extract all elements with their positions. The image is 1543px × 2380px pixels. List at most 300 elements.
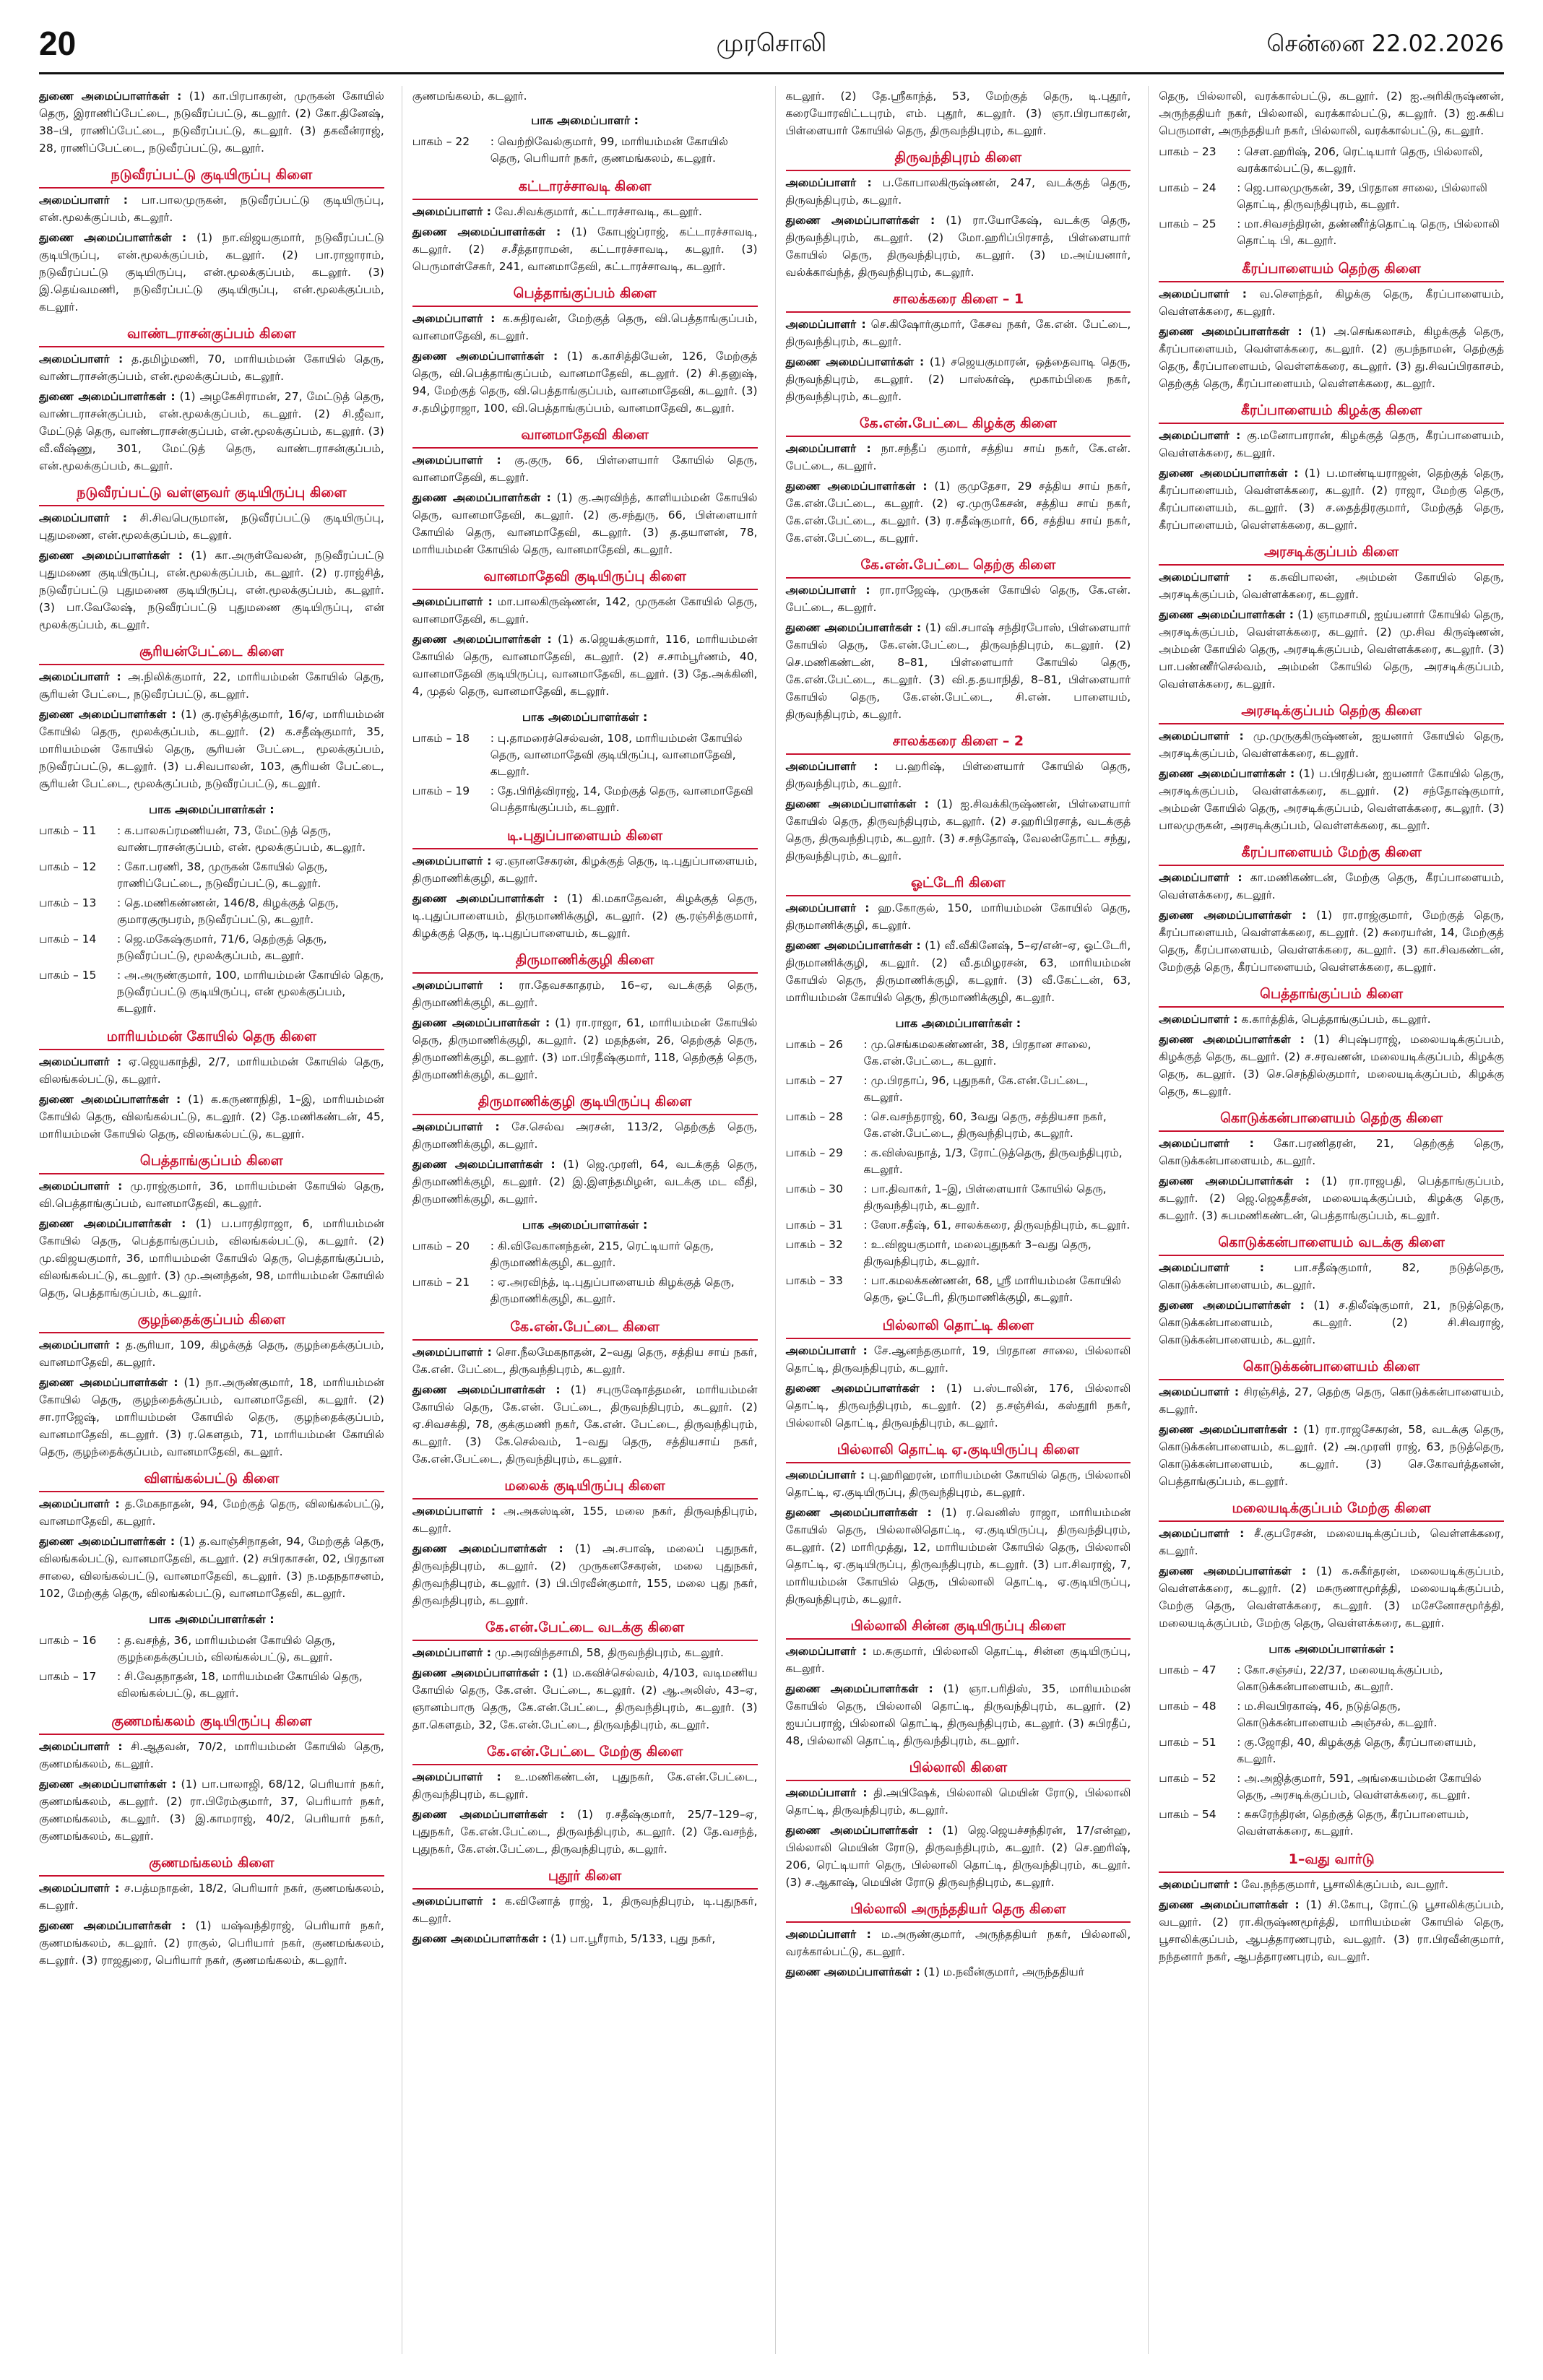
role-label: அமைப்பாளர் : (412, 595, 493, 608)
continued-text: கடலூர். (2) தே.ஸ்ரீகாந்த், 53, மேற்குத் தெரு, டி.புதூர், கரையோரவிட்டபுரம், எம். புதூர், கடலூர். (3) ஞா.பிரபாகரன், பிள்ளையார் கோயில் தெரு, திருவந்திபுரம், கடலூர். (785, 90, 1131, 137)
section-subheading: பாக அமைப்பாளர்கள் : (1268, 1642, 1394, 1656)
continued-text: குணமங்கலம், கடலூர். (412, 90, 527, 103)
booth-row (786, 1271, 1131, 1307)
branch-heading: பெத்தாங்குப்பம் கிளை (412, 284, 758, 307)
booth-number: பாகம் – 48 (1159, 1700, 1216, 1713)
booth-number: பாகம் – 16 (39, 1634, 97, 1647)
member-entry (412, 1540, 758, 1609)
booth-details: : அ.அருண்குமார், 100, மாரியம்மன் கோயில் தெரு, நடுவீரப்பட்டு குடியிருப்பு, என் மூலக்குப்பம், கடலூர். (117, 969, 384, 1015)
booth-row (39, 1667, 384, 1703)
branch-section (412, 567, 758, 700)
role-label: துணை அமைப்பாளர்கள் : (39, 1919, 186, 1932)
member-details: மா.பாலகிருஷ்ணன், 142, முருகன் கோயில் தெரு, வானமாதேவி, கடலூர். (412, 595, 758, 626)
member-entry (412, 310, 758, 345)
member-entry (412, 1156, 758, 1208)
member-entry (39, 668, 384, 703)
role-label: அமைப்பாளர் : (1159, 1878, 1238, 1891)
section-subheading: பாக அமைப்பாளர்கள் : (149, 802, 275, 816)
member-details: (1) அ.செங்கலாசம், கிழக்குத் தெரு, கீரப்பாளையம், வெள்ளக்கரை, கடலூர். (2) குபந்நாமன், தெற்குத் தெரு, கீரப்பாளையம், வெள்ளக்கரை, கடலூர். (3) து.சிவப்பிரகாசம், தெற்குத் தெரு, கீரப்பாளையம், வெள்ளக்கரை, கடலூர். (1159, 325, 1504, 390)
role-label: அமைப்பாளர் : (785, 176, 872, 189)
member-details: த.மேகநாதன், 94, மேற்குத் தெரு, விலங்கல்பட்டு, வானமாதேவி, கடலூர். (39, 1497, 384, 1528)
role-label: அமைப்பாளர் : (39, 1055, 122, 1068)
section-subheading: பாக அமைப்பாளர் : (531, 113, 639, 127)
member-entry (412, 223, 758, 275)
masthead (39, 22, 1504, 74)
member-details: கோ.பரணிதரன், 21, தெற்குத் தெரு, கொடுக்கன்பாளையம், கடலூர். (1159, 1137, 1504, 1167)
role-label: அமைப்பாளர் : (1159, 1385, 1240, 1398)
role-label: அமைப்பாளர் : (39, 1740, 123, 1753)
booth-number: பாகம் – 30 (785, 1182, 843, 1195)
member-details: (1) ப.பாரதிராஜா, 6, மாரியம்மன் கோயில் தெரு, பெத்தாங்குப்பம், விலங்கல்பட்டு, கடலூர். (2) மு.விஜயகுமார், 36, மாரியம்மன் கோயில் தெரு, பெத்தாங்குப்பம், விலங்கல்பட்டு, கடலூர். (3) மு.அனந்தன், 98, மாரியம்மன் கோயில் தெரு, பெத்தாங்குப்பம், கடலூர். (39, 1217, 384, 1299)
booth-row (786, 1180, 1131, 1216)
continued-text: தெரு, பில்லாலி, வரக்கால்பட்டு, கடலூர். (2) ஐ.அரிகிருஷ்ணன், அருந்ததியர் நகர், பில்லாலி, வரக்கால்பட்டு, கடலூர். (3) ஐ.சுகிப பெருமாள், அருந்ததியர் நகர், பில்லாலி, வரக்கால்பட்டு, கடலூர். (1159, 90, 1504, 137)
booth-row (1159, 1661, 1504, 1697)
branch-heading: மாரியம்மன் கோயில் தெரு கிளை (39, 1027, 384, 1050)
booth-row (1159, 1697, 1504, 1733)
booth-number: பாகம் – 52 (1159, 1772, 1216, 1785)
member-entry (786, 477, 1131, 547)
role-label: அமைப்பாளர் : (1159, 429, 1241, 442)
branch-section (1159, 1109, 1504, 1224)
booth-details: : செள.ஹரிஷ், 206, ரெட்டியார் தெரு, பில்லாலி, வரக்கால்பட்டு, கடலூர். (1237, 145, 1483, 175)
branch-heading: கொடுக்கன்பாளையம் கிளை (1159, 1357, 1504, 1380)
role-label: துணை அமைப்பாளர்கள் : (39, 390, 176, 403)
member-entry (786, 212, 1131, 281)
branch-section (1159, 1357, 1504, 1490)
member-entry (786, 1504, 1131, 1608)
booth-number: பாகம் – 54 (1159, 1808, 1216, 1821)
member-entry (412, 1381, 758, 1468)
booth-number: பாகம் – 29 (785, 1146, 843, 1159)
branch-section (39, 1469, 384, 1602)
branch-section (39, 1151, 384, 1302)
member-entry (412, 451, 758, 486)
role-label: அமைப்பாளர் : (1159, 1261, 1264, 1274)
member-details: ம.அருண்குமார், அருந்ததியர் நகர், பில்லாலி, வரக்கால்பட்டு, கடலூர். (785, 1928, 1131, 1958)
branch-section (39, 1310, 384, 1461)
member-entry (39, 350, 384, 385)
member-entry (412, 890, 758, 942)
member-details: ஹ.கோகுல், 150, மாரியம்மன் கோயில் தெரு, திருமாணிக்குழி, கடலூர். (785, 901, 1131, 932)
member-entry (412, 1118, 758, 1153)
booth-row (412, 1237, 758, 1273)
role-label: அமைப்பாளர் : (412, 1346, 492, 1359)
role-label: துணை அமைப்பாளர்கள் : (785, 214, 935, 227)
member-entry (1159, 869, 1504, 904)
member-details: (1) க.சுகீர்தரன், மலையடிக்குப்பம், வெள்ளக்கரை, கடலூர். (2) மசுருணாமூர்த்தி, மலையடிக்குப்பம், மேற்கு தெரு, வெள்ளக்கரை, கடலூர். (3) மசேனோசமூர்த்தி, மலையடிக்குப்பம், மேற்கு தெரு, வெள்ளக்கரை, கடலூர். (1159, 1565, 1504, 1630)
booth-number: பாகம் – 27 (785, 1074, 843, 1087)
member-details: (1) கு.ரஞ்சித்குமார், 16/ஏ, மாரியம்மன் கோயில் தெரு, மூலக்குப்பம், கடலூர். (2) க.சதீஷ்குமார், 35, மாரியம்மன் கோயில் தெரு, சூரியன் பேட்டை, மூலக்குப்பம், நடுவீரப்பட்டு, கடலூர். (3) ப.சிவபாலன், 103, சூரியன் பேட்டை, சூரியன் பேட்டை, மூலக்குப்பம், நடுவீரப்பட்டு, கடலூர். (39, 708, 384, 790)
booth-details: : கு.ஜோதி, 40, கிழக்குத் தெரு, கீரப்பாளையம், கடலூர். (1237, 1736, 1477, 1765)
branch-section (786, 873, 1131, 1006)
branch-section (1159, 843, 1504, 976)
booth-details: : கோ.பரணி, 38, முருகன் கோயில் தெரு, ராணிப்பேட்டை, நடுவீரப்பட்டு, கடலூர். (117, 860, 328, 890)
member-entry (1159, 606, 1504, 693)
member-details: (1) அழகேசிராமன், 27, மேட்டுத் தெரு, வாண்டராசன்குப்பம், என்.மூலக்குப்பம், கடலூர். (2) சி.ஜீவா, மேட்டுத் தெரு, வாண்டராசன்குப்பம், என்.மூலக்குப்பம், கடலூர். (3) வீ.வீஷ்ணு, 301, மேட்டுத் தெரு, வாண்டராசன்குப்பம், என்.மூலக்குப்பம், கடலூர். (39, 390, 384, 472)
branch-heading: குணமங்கலம் கிளை (39, 1853, 384, 1877)
member-entry (786, 758, 1131, 792)
member-details: வே.நந்தகுமார், பூசாலிக்குப்பம், வடலூர். (1241, 1878, 1449, 1891)
member-details: (1) ப.பிரதிபன், ஐயனார் கோயில் தெரு, அரசடிக்குப்பம், வெள்ளக்கரை, கடலூர். (2) சந்தோஷ்குமார், அம்மன் கோயில் தெரு, அரசடிக்குப்பம், வெள்ளக்கரை, கடலூர். (3) பாலமுருகன், அரசடிக்குப்பம், வெள்ளக்கரை, கடலூர். (1159, 767, 1504, 832)
booth-number: பாகம் – 25 (1159, 217, 1216, 230)
role-label: அமைப்பாளர் : (412, 1505, 496, 1518)
branch-section (412, 1092, 758, 1208)
member-details: (1) ப.ஸ்டாலின், 176, பில்லாலி தொட்டி, திருவந்திபுரம், கடலூர். (2) த.சஞ்சிவ், கஸ்தூரி நகர், பில்லாலி தொட்டி, திருவந்திபுரம், கடலூர். (785, 1382, 1131, 1429)
member-entry (1159, 765, 1504, 834)
branch-section (39, 165, 384, 316)
role-label: துணை அமைப்பாளர்கள் : (412, 1808, 565, 1821)
booth-row (786, 1071, 1131, 1107)
member-details: அ.நிலிக்குமார், 22, மாரியம்மன் கோயில் தெரு, சூரியன் பேட்டை, நடுவீரப்பட்டு, கடலூர். (39, 670, 384, 701)
member-details: (1) பா.பூரீராம், 5/133, புது நகர், (550, 1932, 716, 1945)
member-entry (39, 1495, 384, 1530)
role-label: அமைப்பாளர் : (39, 1882, 120, 1895)
member-entry (786, 619, 1131, 723)
role-label: துணை அமைப்பாளர்கள் : (412, 1542, 563, 1555)
member-entry (1159, 1421, 1504, 1490)
booth-row (786, 1235, 1131, 1271)
member-entry (39, 547, 384, 633)
role-label: துணை அமைப்பாளர்கள் : (39, 231, 187, 244)
role-label: அமைப்பாளர் : (412, 1895, 496, 1908)
member-details: பா.சதீஷ்குமார், 82, நடுத்தெரு, கொடுக்கன்பாளையம், கடலூர். (1159, 1261, 1504, 1291)
role-label: அமைப்பாளர் : (39, 670, 121, 683)
branch-section (412, 425, 758, 558)
member-entry (39, 1917, 384, 1969)
booth-details: : க.பாலசுப்ரமணியன், 73, மேட்டுத் தெரு, வாண்டராசன்குப்பம், என். மூலக்குப்பம், கடலூர். (117, 824, 366, 854)
role-label: அமைப்பாளர் : (412, 979, 503, 992)
role-label: அமைப்பாளர் : (785, 1468, 865, 1481)
booth-table (412, 132, 758, 168)
member-details: (1) ஞா.பரிதிஸ், 35, மாரியம்மன் கோயில் தெரு, பில்லாலி தொட்டி, திருவந்திபுரம், கடலூர். (2) ஐயப்பராஜ், பில்லாலி தொட்டி, திருவந்திபுரம், கடலூர். (3) சுபிரதீப், 48, பில்லாலி தொட்டி, திருவந்திபுரம், கடலூர். (785, 1682, 1131, 1747)
booth-details: : பா.திவாகர், 1–இ, பிள்ளையார் கோயில் தெரு, திருவந்திபுரம், கடலூர். (863, 1182, 1107, 1212)
member-details: (1) கோபுஜ்ப்ராஜ், கட்டாரச்சாவடி, கடலூர். (2) ச.சீத்தாராமன், கட்டாரச்சாவடி, கடலூர். (3) பெருமாள்சேகர், 241, வானமாதேவி, கட்டாரச்சாவடி, கடலூர். (412, 225, 758, 273)
member-details: (1) கா.அருள்வேலன், நடுவீரப்பட்டு புதுமணை குடியிருப்பு, என்.மூலக்குப்பம், கடலூர். (2) ர.ராஜ்சித், நடுவீரப்பட்டு புதுமணை குடியிருப்பு, என்.மூலக்குப்பம், கடலூர். (3) பா.வேலேஷ், நடுவீரப்பட்டு புதுமணை குடியிருப்பு, என் மூலக்குப்பம், கடலூர். (39, 549, 384, 631)
role-label: துணை அமைப்பாளர்கள் : (785, 1824, 933, 1837)
booth-number: பாகம் – 23 (1159, 145, 1216, 158)
booth-row (1159, 142, 1504, 178)
booth-details: : ம.சிவபிரகாஷ், 46, நடுத்தெரு, கொடுக்கன்பாளையம் அஞ்சல், கடலூர். (1237, 1700, 1438, 1729)
booth-details: : உ.விஜயகுமார், மலைபுதுநகர் 3–வது தெரு, திருவந்திபுரம், கடலூர். (863, 1238, 1092, 1268)
branch-section (412, 1618, 758, 1734)
member-entry (412, 631, 758, 700)
branch-section (39, 324, 384, 475)
booth-number: பாகம் – 51 (1159, 1736, 1216, 1749)
member-entry (1159, 727, 1504, 762)
role-label: துணை அமைப்பாளர்கள் : (785, 797, 929, 810)
booth-details: : பா.கமலக்கண்ணன், 68, ஸ்ரீ மாரியம்மன் கோயில் தெரு, ஓட்டேரி, திருமாணிக்குழி, கடலூர். (863, 1274, 1121, 1304)
section-subheading: பாக அமைப்பாளர்கள் : (522, 710, 648, 724)
role-label: அமைப்பாளர் : (785, 584, 870, 597)
member-entry (1159, 1383, 1504, 1418)
member-details: மு.ராஜ்குமார், 36, மாரியம்மன் கோயில் தெரு, வி.பெத்தாங்குப்பம், வானமாதேவி, கடலூர். (39, 1180, 384, 1210)
booth-row (412, 729, 758, 782)
branch-heading: குழந்தைக்குப்பம் கிளை (39, 1310, 384, 1333)
branch-heading: டி.புதுப்பாளையம் கிளை (412, 826, 758, 849)
role-label: துணை அமைப்பாளர்கள் : (39, 708, 176, 721)
booth-table (39, 821, 384, 1018)
member-details: க.சுதிரவன், மேற்குத் தெரு, வி.பெத்தாங்குப்பம், வானமாதேவி, கடலூர். (412, 312, 758, 342)
member-entry (786, 1822, 1131, 1891)
member-details: சே.செல்வ அரசன், 113/2, தெற்குத் தெரு, திருமாணிக்குழி, கடலூர். (412, 1120, 758, 1151)
member-details: ஏ.ஞானசேகரன், கிழக்குத் தெரு, டி.புதுப்பாளையம், திருமாணிக்குழி, கடலூர். (412, 854, 758, 885)
member-entry (1159, 1011, 1504, 1028)
booth-number: பாகம் – 33 (785, 1274, 843, 1287)
member-details: சிரஞ்சித், 27, தெற்கு தெரு, கொடுக்கன்பாளையம், கடலூர். (1159, 1385, 1504, 1416)
role-label: அமைப்பாளர் : (1159, 1013, 1238, 1026)
booth-details: : தெ.மணிகண்ணன், 146/8, கிழக்குத் தெரு, குமாரகுருபரம், நடுவீரப்பட்டு, கடலூர். (117, 896, 339, 926)
member-details: (1) சஜெயகுமாரன், ஒத்தைவாடி தெரு, திருவந்திபுரம், கடலூர். (2) பாஸ்கர்ஷ், மூகாம்பிகை நகர், திருவந்திபுரம், கடலூர். (785, 355, 1131, 403)
member-entry (412, 852, 758, 887)
role-label: துணை அமைப்பாளர்கள் : (412, 491, 551, 504)
member-details: (1) அ.சபாஷ், மலைப் புதுநகர், திருவந்திபுரம், கடலூர். (2) முருகனசேகரன், மலை புதுநகர், திருவந்திபுரம், கடலூர். (3) பி.பிரவீன்குமார், 155, மலை புது நகர், திருவந்திபுரம், கடலூர். (412, 1542, 758, 1607)
column-1 (39, 86, 384, 2354)
booth-number: பாகம் – 12 (39, 860, 97, 873)
branch-section (786, 1316, 1131, 1432)
role-label: அமைப்பாளர் : (1159, 1137, 1254, 1150)
member-details: (1) ச.திலீஷ்குமார், 21, நடுத்தெரு, கொடுக்கன்பாளையம், கடலூர். (2) சி.சிவராஜ், கொடுக்கன்பாளையம், கடலூர். (1159, 1299, 1504, 1346)
role-label: துணை அமைப்பாளர்கள் : (39, 1535, 176, 1548)
member-entry (786, 316, 1131, 350)
booth-row (39, 857, 384, 893)
branch-section (412, 1742, 758, 1858)
page-number: 20 (39, 25, 77, 62)
booth-row (786, 1107, 1131, 1143)
role-label: துணை அமைப்பாளர்கள் : (1159, 608, 1294, 621)
member-details: (1) யஷ்வந்திராஜ், பெரியார் நகர், குணமங்கலம், கடலூர். (2) ராகுல், பெரியார் நகர், குணமங்கலம், கடலூர். (3) ராஜதுரை, பெரியார் நகர், குணமங்கலம், கடலூர். (39, 1919, 384, 1967)
member-details: த.சூரியா, 109, கிழக்குத் தெரு, குழந்தைக்குப்பம், வானமாதேவி, கடலூர். (39, 1338, 384, 1369)
role-label: அமைப்பாளர் : (412, 205, 491, 218)
dateline: சென்னை 22.02.2026 (1266, 30, 1504, 57)
branch-heading: கொடுக்கன்பாளையம் வடக்கு கிளை (1159, 1233, 1504, 1256)
role-label: துணை அமைப்பாளர்கள் : (412, 1932, 548, 1945)
branch-section (786, 1440, 1131, 1608)
booth-number: பாகம் – 15 (39, 969, 97, 982)
branch-heading: திருமாணிக்குழி கிளை (412, 951, 758, 974)
member-entry (39, 388, 384, 475)
member-details: சீ.குபரேசன், மலையடிக்குப்பம், வெள்ளக்கரை, கடலூர். (1159, 1527, 1504, 1557)
member-details: (1) நா.அருண்குமார், 18, மாரியம்மன் கோயில் தெரு, குழந்தைக்குப்பம், வானமாதேவி, கடலூர். (2) சா.ராஜேஷ், மாரியம்மன் கோயில் தெரு, குழந்தைக்குப்பம், வானமாதேவி, கடலூர். (3) ர.கௌதம், 71, மாரியம்மன் கோயில் தெரு, குழந்தைக்குப்பம், வானமாதேவி, கடலூர். (39, 1376, 384, 1458)
member-details: செ.கிஷோர்குமார், கேசவ நகர், கே.என். பேட்டை, திருவந்திபுரம், கடலூர். (785, 318, 1131, 348)
branch-section (1159, 1850, 1504, 1965)
branch-heading: பில்லாலி சின்ன குடியிருப்பு கிளை (786, 1617, 1131, 1640)
member-details: மு.முருகுகிருஷ்ணன், ஐயனார் கோயில் தெரு, அரசடிக்குப்பம், வெள்ளக்கரை, கடலூர். (1159, 730, 1504, 760)
role-label: துணை அமைப்பாளர்கள் : (39, 1093, 181, 1106)
branch-heading: திருவந்திபுரம் கிளை (786, 148, 1131, 171)
booth-number: பாகம் – 22 (412, 135, 470, 148)
branch-heading: பெத்தாங்குப்பம் கிளை (39, 1151, 384, 1174)
member-entry (786, 353, 1131, 405)
role-label: அமைப்பாளர் : (412, 454, 501, 467)
booth-row (1159, 215, 1504, 251)
member-details: (1) ஞாமசாமி, ஐய்யனார் கோயில் தெரு, அரசடிக்குப்பம், வெள்ளக்கரை, கடலூர். (2) மு.சிவ கிருஷ்ணன், அம்மன் கோயில் தெரு, அரசடிக்குப்பம், வெள்ளக்கரை, கடலூர். (3) பா.பண்ணீர்செல்வம், அம்மன் கோயில் தெரு, அரசடிக்குப்பம், வெள்ளக்கரை, கடலூர். (1159, 608, 1504, 691)
booth-row (39, 821, 384, 857)
member-details: கு.மனோபாரான், கிழக்குத் தெரு, கீரப்பாளையம், வெள்ளக்கரை, கடலூர். (1159, 429, 1504, 459)
role-label: துணை அமைப்பாளர்கள் : (39, 549, 183, 562)
member-details: சி.ஆதவன், 70/2, மாரியம்மன் கோயில் தெரு, குணமங்கலம், கடலூர். (39, 1740, 384, 1770)
booth-row (1159, 1769, 1504, 1805)
member-entry (1159, 568, 1504, 603)
member-details: (1) சி.கோபு, ரோட்டு பூசாலிக்குப்பம், வடலூர். (2) ரா.கிருஷ்ணமூர்த்தி, மாரியம்மன் கோயில் தெரு, பூசாலிக்குப்பம், ஆபத்தாரணபுரம், வடலூர். (3) ரா.பிரவீன்குமார், நந்தனார் நகர், ஆபத்தாரணபுரம், வடலூர். (1159, 1898, 1504, 1963)
branch-section (39, 483, 384, 633)
member-details: ம.சுகுமார், பில்லாலி தொட்டி, சின்ன குடியிருப்பு, கடலூர். (785, 1645, 1131, 1675)
branch-section (1159, 542, 1504, 693)
booth-details: : கோ.சஞ்சய், 22/37, மலையடிக்குப்பம், கொடுக்கன்பாளையம், கடலூர். (1237, 1663, 1443, 1693)
member-details: (1) க.காசித்தியேன், 126, மேற்குத் தெரு, வி.பெத்தாங்குப்பம், வானமாதேவி, கடலூர். (2) சி.தனுஷ், 94, மேற்குத் தெரு, வி.பெத்தாங்குப்பம், வானமாதேவி, கடலூர். (3) ச.தமிழ்ராஜா, 100, வி.பெத்தாங்குப்பம், வானமாதேவி, கடலூர். (412, 350, 758, 415)
branch-section (786, 1758, 1131, 1891)
booth-number: பாகம் – 13 (39, 896, 97, 909)
booth-details: : மு.செங்கமலகண்ணன், 38, பிரதான சாலை, கே.என்.பேட்டை, கடலூர். (863, 1038, 1092, 1068)
role-label: துணை அமைப்பாளர்கள் : (785, 939, 921, 952)
columns (39, 86, 1504, 2354)
booth-row (1159, 178, 1504, 215)
branch-heading: ஓட்டேரி கிளை (786, 873, 1131, 896)
member-entry (786, 174, 1131, 209)
column-2 (402, 86, 758, 2354)
member-entry (786, 1963, 1131, 1981)
member-entry (39, 706, 384, 792)
member-entry (786, 937, 1131, 1006)
member-entry (786, 440, 1131, 475)
member-details: (1) கி.மகாதேவன், கிழக்குத் தெரு, டி.புதுப்பாளையம், திருமாணிக்குழி, கடலூர். (2) சூ.ரஞ்சித்குமார், கிழக்குத் தெரு, டி.புதுப்பாளையம், கடலூர். (412, 892, 758, 940)
booth-details: : வெற்றிவேல்குமார், 99, மாரியம்மன் கோயில் தெரு, பெரியார் நகர், குணமங்கலம், கடலூர். (490, 135, 728, 165)
member-details: (1) க.கருணாநிதி, 1–இ, மாரியம்மன் கோயில் தெரு, விலங்கல்பட்டு, கடலூர். (2) தே.மணிகண்டன், 45, மாரியம்மன் கோயில் தெரு, விலங்கல்பட்டு, கடலூர். (39, 1093, 384, 1141)
member-entry (412, 1768, 758, 1803)
booth-number: பாகம் – 26 (785, 1038, 843, 1051)
branch-heading: மலையடிக்குப்பம் மேற்கு கிளை (1159, 1499, 1504, 1522)
member-entry (786, 795, 1131, 865)
booth-row (1159, 1733, 1504, 1769)
member-entry (412, 1014, 758, 1083)
member-entry (39, 87, 384, 157)
branch-section (786, 414, 1131, 547)
role-label: துணை அமைப்பாளர்கள் : (785, 355, 925, 368)
branch-section (412, 284, 758, 417)
column-3 (775, 86, 1131, 2354)
member-entry (39, 1215, 384, 1302)
branch-section (786, 732, 1131, 865)
member-details: பு.ஹரிஹரன், மாரியம்மன் கோயில் தெரு, பில்லாலி தொட்டி, ஏ.குடியிருப்பு, திருவந்திபுரம், கடலூர். (785, 1468, 1131, 1499)
branch-heading: திருமாணிக்குழி குடியிருப்பு கிளை (412, 1092, 758, 1115)
member-details: (1) ம.கவிச்செல்வம், 4/103, வடிமணிய கோயில் தெரு, கே.என். பேட்டை, கடலூர். (2) ஆ.அலிஸ், 43–ஏ, ஞானம்பாரு தெரு, கே.என்.பேட்டை, திருவந்திபுரம், கடலூர். (3) தா.கௌதம், 32, கே.என்.பேட்டை, திருவந்திபுரம், கடலூர். (412, 1666, 758, 1731)
member-details: மு.அரவிந்தசாமி, 58, திருவந்திபுரம், கடலூர். (494, 1646, 724, 1659)
role-label: அமைப்பாளர் : (412, 312, 496, 325)
role-label: அமைப்பாளர் : (1159, 1527, 1245, 1540)
booth-details: : க.விஸ்வநாத், 1/3, ரோட்டுத்தெரு, திருவந்திபுரம், கடலூர். (863, 1146, 1123, 1176)
section-subheading: பாக அமைப்பாளர்கள் : (895, 1016, 1021, 1030)
branch-heading: வானமாதேவி குடியிருப்பு கிளை (412, 567, 758, 590)
member-entry (412, 1502, 758, 1537)
role-label: துணை அமைப்பாளர்கள் : (785, 1506, 932, 1519)
member-details: பா.பாலமுருகன், நடுவீரப்பட்டு குடியிருப்பு, என்.மூலக்குப்பம், கடலூர். (39, 194, 384, 224)
member-entry (412, 347, 758, 417)
member-details: (1) வீ.வீகினேஷ், 5–ஏ/என்–ஏ, ஓட்டேரி, திருமாணிக்குழி, கடலூர். (2) வீ.தமிழரசன், 63, மாரியம்மன் கோயில் தெரு, திருமாணிக்குழி, கடலூர். (3) வீ.கேட்டன், 63, மாரியம்மன் கோயில் தெரு, திருமாணிக்குழி, கடலூர். (785, 939, 1131, 1004)
booth-number: பாகம் – 47 (1159, 1663, 1216, 1676)
booth-row (39, 1631, 384, 1667)
member-entry (786, 1342, 1131, 1377)
booth-details: : தே.பிரித்விராஜ், 14, மேற்குத் தெரு, வானமாதேவி பெத்தாங்குப்பம், கடலூர். (490, 784, 753, 814)
role-label: துணை அமைப்பாளர்கள் : (1159, 467, 1299, 480)
booth-details: : த.வசந்த், 36, மாரியம்மன் கோயில் தெரு, குழந்தைக்குப்பம், விலங்கல்பட்டு, கடலூர். (117, 1634, 336, 1663)
branch-section (412, 826, 758, 942)
role-label: துணை அமைப்பாளர்கள் : (785, 1382, 935, 1395)
column-4 (1148, 86, 1504, 2354)
branch-heading: குணமங்கலம் குடியிருப்பு கிளை (39, 1712, 384, 1735)
branch-section (786, 1617, 1131, 1749)
member-entry (412, 1664, 758, 1734)
booth-number: பாகம் – 18 (412, 732, 470, 745)
member-details: (1) பா.பாலாஜி, 68/12, பெரியார் நகர், குணமங்கலம், கடலூர். (2) ரா.பிரேம்குமார், 37, பெரியார் நகர், குணமங்கலம், கடலூர். (3) இ.காமராஜ், 40/2, பெரியார் நகர், குணமங்கலம், கடலூர். (39, 1778, 384, 1843)
booth-number: பாகம் – 17 (39, 1670, 97, 1683)
member-details: (1) ர.வெனிஸ் ராஜா, மாரியம்மன் கோயில் தெரு, பில்லாலிதொட்டி, ஏ.குடியிருப்பு, திருவந்திபுரம், கடலூர். (2) மாரிமுத்து, 12, மாரியம்மன் கோயில் தெரு, பில்லாலி தொட்டி, ஏ.குடியிருப்பு, திருவந்திபுரம், கடலூர். (3) பா.சிவராஜ், 7, மாரியம்மன் கோயில் தெரு, பில்லாலி தொட்டி, ஏ.குடியிருப்பு, திருவந்திபுரம், கடலூர். (785, 1506, 1131, 1606)
member-details: (1) ரா.ராஜசேகரன், 58, வடக்கு தெரு, கொடுக்கன்பாளையம், கடலூர். (2) அ.முரளி ராஜ், 63, நடுத்தெரு, கொடுக்கன்பாளையம், கடலூர். (3) செ.கோவர்த்தனன், பெத்தாங்குப்பம், கடலூர். (1159, 1423, 1504, 1488)
member-details: அ.அகஸ்டின், 155, மலை நகர், திருவந்திபுரம், கடலூர். (412, 1505, 758, 1535)
member-entry (39, 1177, 384, 1212)
member-details: (1) ரா.யோகேஷ், வடக்கு தெரு, திருவந்திபுரம், கடலூர். (2) மோ.ஹரிப்பிரசாத், பிள்ளையார் கோயில் தெரு, திருவந்திபுரம், கடலூர். (3) ம.அய்யனார், வல்க்காவ்ந்த், திருவந்திபுரம், கடலூர். (785, 214, 1131, 279)
role-label: துணை அமைப்பாளர்கள் : (412, 1666, 548, 1679)
booth-table (39, 1631, 384, 1703)
member-details: (1) த.வாஞ்சிநாதன், 94, மேற்குத் தெரு, விலங்கல்பட்டு, வானமாதேவி, கடலூர். (2) சபிரகாசன், 02, பிரதான சாலை, விலங்கல்பட்டு, வானமாதேவி, கடலூர். (3) ந.மதநதாசனம், 102, மேற்குத் தெரு, விலங்கல்பட்டு, வானமாதேவி, கடலூர். (39, 1535, 384, 1600)
role-label: அமைப்பாளர் : (39, 194, 128, 207)
branch-heading: அரசடிக்குப்பம் தெற்கு கிளை (1159, 701, 1504, 724)
role-label: துணை அமைப்பாளர்கள் : (39, 1217, 186, 1230)
member-entry (786, 1926, 1131, 1960)
booth-details: : ஜெ.மகேஷ்குமார், 71/6, தெற்குத் தெரு, நடுவீரப்பட்டு, மூலக்குப்பம், கடலூர். (117, 932, 327, 962)
branch-section (1159, 985, 1504, 1100)
branch-heading: 1–வது வார்டு (1159, 1850, 1504, 1873)
member-entry (1159, 906, 1504, 976)
member-details: (1) ஜெ.ஜெயச்சந்திரன், 17/என்ஹ, பில்லாலி மெயின் ரோடு, திருவந்திபுரம், கடலூர். (2) செ.ஹரிஷ், 206, ரெட்டியார் தெரு, பில்லாலி தொட்டி, திருவந்திபுரம், கடலூர். (3) ச.ஆகாஷ், மெயின் ரோடு திருவந்திபுரம், கடலூர். (785, 1824, 1131, 1889)
member-entry (39, 1879, 384, 1914)
branch-section (786, 555, 1131, 723)
role-label: துணை அமைப்பாளர்கள் : (785, 621, 922, 634)
member-details: உ.மணிகண்டன், புதுநகர், கே.என்.பேட்டை, திருவந்திபுரம், கடலூர். (412, 1770, 758, 1801)
booth-details: : கி.விவேகானந்தன், 215, ரெட்டியார் தெரு, திருமாணிக்குழி, கடலூர். (490, 1239, 714, 1269)
role-label: அமைப்பாளர் : (412, 1646, 491, 1659)
member-entry (39, 1053, 384, 1088)
member-entry (39, 509, 384, 544)
booth-number: பாகம் – 19 (412, 784, 470, 797)
member-entry (1159, 464, 1504, 534)
member-details: ச.பத்மநாதன், 18/2, பெரியார் நகர், குணமங்கலம், கடலூர். (39, 1882, 384, 1912)
booth-table (1159, 1661, 1504, 1841)
branch-section (1159, 701, 1504, 834)
member-details: வே.சிவக்குமார், கட்டாரச்சாவடி, கடலூர். (494, 205, 702, 218)
booth-number: பாகம் – 20 (412, 1239, 470, 1252)
member-entry (1159, 1031, 1504, 1100)
member-details: (1) வி.சபாஷ் சந்திரபோஸ், பிள்ளையார் கோயில் தெரு, கே.என்.பேட்டை, திருவந்திபுரம், கடலூர். (2) செ.மணிகண்டன், 8–81, பிள்ளையார் கோயில் தெரு, கே.என்.பேட்டை, கடலூர். (3) வி.த.தயாநிதி, 8–81, பிள்ளையார் கோயில் தெரு, கே.என்.பேட்டை, சி.என். பாளையம், திருவந்திபுரம், கடலூர். (785, 621, 1131, 721)
role-label: துணை அமைப்பாளர்கள் : (1159, 1898, 1300, 1911)
member-details: சி.சிவபெருமான், நடுவீரப்பட்டு குடியிருப்பு, புதுமணை, என்.மூலக்குப்பம், கடலூர். (39, 511, 384, 542)
member-details: (1) ரா.ராஜா, 61, மாரியம்மன் கோயில் தெரு, திருமாணிக்குழி, கடலூர். (2) மதந்தன், 26, தெற்குத் தெரு, திருமாணிக்குழி, கடலூர். (3) மா.பிரதீஷ்குமார், 118, தெற்குத் தெரு, திருமாணிக்குழி, கடலூர். (412, 1016, 758, 1081)
branch-section (786, 1900, 1131, 1981)
role-label: அமைப்பாளர் : (39, 1338, 121, 1351)
booth-row (39, 966, 384, 1018)
booth-row (786, 1035, 1131, 1071)
member-details: (1) க.ஜெயக்குமார், 116, மாரியம்மன் கோயில் தெரு, வானமாதேவி, கடலூர். (2) ச.சாம்பூர்ணம், 40, வானமாதேவி குடியிருப்பு, வானமாதேவி, கடலூர். (3) தே.அக்கினி, 4, முதல் தெரு, வானமாதேவி, கடலூர். (412, 633, 758, 698)
role-label: துணை அமைப்பாளர்கள் : (412, 350, 558, 363)
role-label: அமைப்பாளர் : (39, 511, 127, 524)
role-label: அமைப்பாளர் : (39, 1180, 123, 1193)
branch-section (412, 1476, 758, 1609)
member-details: (1) கா.பிரபாகரன், முருகன் கோயில் தெரு, இராணிப்பேட்டை, நடுவீரப்பட்டு, கடலூர். (2) கோ.தினேஷ், 38–பி, ராணிப்பேட்டை, நடுவீரப்பட்டு, கடலூர். (3) தகவீன்ராஜ், 28, ராணிப்பேட்டை, நடுவீரப்பட்டு, கடலூர். (39, 90, 384, 155)
booth-row (412, 1273, 758, 1309)
branch-section (412, 1866, 758, 1947)
role-label: அமைப்பாளர் : (785, 760, 878, 773)
branch-section (39, 1853, 384, 1969)
booth-row (39, 893, 384, 930)
branch-section (1159, 401, 1504, 534)
